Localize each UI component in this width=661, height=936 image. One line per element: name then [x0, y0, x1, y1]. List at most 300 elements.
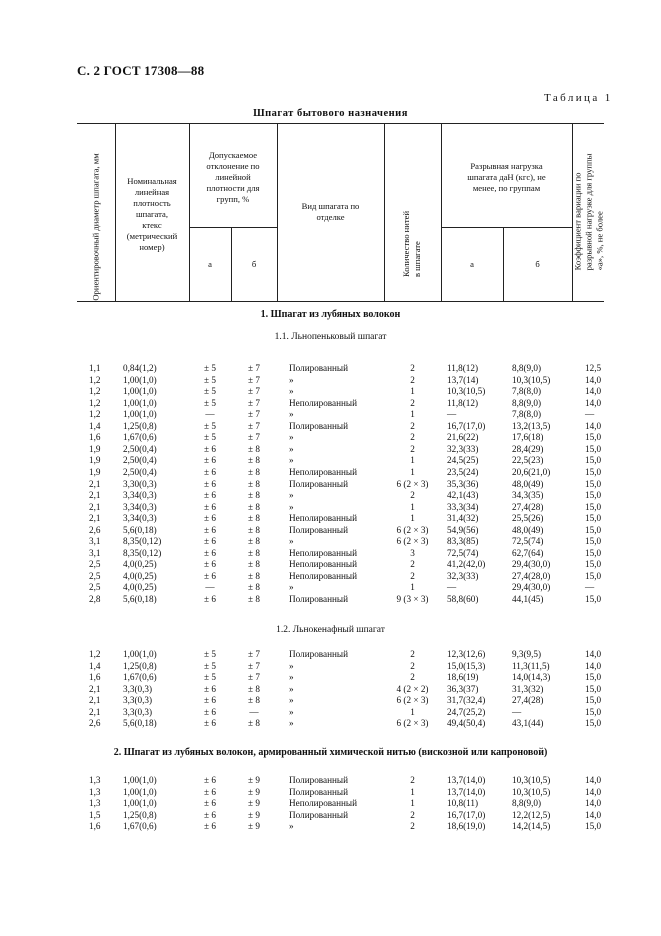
cell-deviation-b: ± 7 — [248, 409, 260, 420]
cell-load-a: 13,7(14,0) — [447, 775, 486, 785]
cell-coef: 15,0 — [585, 706, 602, 717]
cell-threads: 2 — [410, 490, 415, 501]
cell-threads: 2 — [410, 363, 415, 373]
cell-load-b: 48,0(49) — [512, 524, 544, 535]
cell-load-a: 21,6(22) — [447, 432, 479, 443]
table-row — [0, 695, 661, 706]
cell-diameter: 1,6 — [89, 672, 101, 683]
cell-load-b: 29,4(30,0) — [512, 559, 551, 570]
cell-threads: 1 — [410, 706, 415, 717]
cell-threads: 1 — [410, 409, 415, 420]
cell-diameter: 1,1 — [89, 363, 101, 373]
cell-density: 3,30(0,3) — [123, 478, 157, 489]
cell-coef: 14,0 — [585, 420, 602, 431]
cell-diameter: 2,6 — [89, 524, 101, 535]
table-row — [0, 479, 661, 490]
cell-kind: Полированный — [289, 775, 349, 785]
table-row — [0, 375, 661, 386]
cell-deviation-b: ± 8 — [248, 695, 260, 706]
cell-deviation-b: ± 8 — [248, 443, 260, 454]
cell-load-a: 18,6(19) — [447, 672, 479, 683]
header-kind: Вид шпагата по отделке — [301, 201, 360, 222]
cell-kind: » — [289, 683, 294, 694]
table-row — [0, 398, 661, 409]
cell-density: 2,50(0,4) — [123, 443, 157, 454]
cell-deviation-b: ± 8 — [248, 466, 260, 477]
table-row — [0, 649, 661, 660]
header-deviation: Допускаемое отклонение по линейной плотности для групп, % — [206, 150, 260, 204]
header-deviation-b: б — [251, 259, 257, 269]
table-row — [0, 559, 661, 570]
table-row — [0, 821, 661, 832]
page-header: С. 2 ГОСТ 17308—88 — [77, 63, 205, 78]
cell-load-a: 23,5(24) — [447, 466, 479, 477]
cell-density: 8,35(0,12) — [123, 536, 162, 547]
cell-load-b: 10,3(10,5) — [512, 374, 551, 385]
section-title: 2. Шпагат из лубяных волокон, армированный химической нитью (вискозной или капроновой) — [113, 747, 548, 758]
cell-density: 1,25(0,8) — [123, 660, 157, 671]
cell-density: 3,34(0,3) — [123, 490, 157, 501]
cell-diameter: 2,5 — [89, 570, 101, 581]
cell-coef: 15,0 — [585, 821, 602, 832]
section-title: 1. Шпагат из лубяных волокон — [260, 309, 401, 320]
cell-density: 2,50(0,4) — [123, 466, 157, 477]
cell-load-a: 11,8(12) — [447, 397, 479, 408]
cell-threads: 1 — [410, 455, 415, 466]
cell-load-b: 28,4(29) — [512, 443, 544, 454]
table-row — [0, 502, 661, 513]
cell-load-a: 31,4(32) — [447, 513, 479, 524]
cell-density: 1,25(0,8) — [123, 809, 157, 820]
cell-deviation-a: ± 6 — [204, 559, 216, 570]
cell-coef: 14,0 — [585, 386, 602, 397]
cell-load-b: 7,8(8,0) — [512, 386, 542, 397]
table-row — [0, 386, 661, 397]
cell-deviation-b: ± 9 — [248, 786, 260, 797]
cell-load-a: 10,3(10,5) — [447, 386, 486, 397]
cell-diameter: 1,3 — [89, 798, 101, 809]
cell-load-a: 49,4(50,4) — [447, 718, 486, 729]
cell-density: 1,00(1,0) — [123, 386, 157, 397]
cell-deviation-a: ± 6 — [204, 490, 216, 501]
cell-threads: 2 — [410, 374, 415, 385]
cell-coef: 15,0 — [585, 513, 602, 524]
cell-threads: 2 — [410, 809, 415, 820]
cell-deviation-a: — — [205, 409, 215, 420]
cell-threads: 2 — [410, 570, 415, 581]
table-row — [0, 536, 661, 547]
cell-diameter: 2,8 — [89, 594, 101, 604]
cell-deviation-a: ± 5 — [204, 649, 216, 659]
cell-diameter: 2,1 — [89, 683, 101, 694]
cell-load-a: 33,3(34) — [447, 501, 479, 512]
cell-load-b: 8,8(9,0) — [512, 363, 542, 373]
table-row — [0, 582, 661, 593]
table-row — [0, 775, 661, 786]
cell-coef: 15,0 — [585, 559, 602, 570]
table-row — [0, 455, 661, 466]
cell-load-b: 11,3(11,5) — [512, 660, 550, 671]
cell-load-b: 31,3(32) — [512, 683, 544, 694]
cell-coef: 15,0 — [585, 478, 602, 489]
cell-density: 1,67(0,6) — [123, 432, 157, 443]
cell-diameter: 1,2 — [89, 374, 101, 385]
cell-deviation-b: ± 7 — [248, 374, 260, 385]
cell-coef: 14,0 — [585, 660, 602, 671]
cell-load-a: 12,3(12,6) — [447, 649, 486, 659]
cell-threads: 2 — [410, 443, 415, 454]
cell-density: 4,0(0,25) — [123, 559, 157, 570]
cell-kind: » — [289, 821, 294, 832]
cell-diameter: 1,9 — [89, 443, 101, 454]
cell-deviation-a: ± 6 — [204, 683, 216, 694]
cell-coef: 15,0 — [585, 718, 602, 729]
cell-kind: Полированный — [289, 786, 349, 797]
cell-density: 3,34(0,3) — [123, 501, 157, 512]
cell-deviation-a: ± 6 — [204, 478, 216, 489]
cell-coef: 15,0 — [585, 455, 602, 466]
cell-density: 8,35(0,12) — [123, 547, 162, 558]
cell-load-b: 12,2(12,5) — [512, 809, 551, 820]
cell-deviation-b: ± 9 — [248, 809, 260, 820]
table-row — [0, 684, 661, 695]
table-row — [0, 571, 661, 582]
cell-deviation-b: ± 7 — [248, 660, 260, 671]
cell-diameter: 1,9 — [89, 455, 101, 466]
cell-load-b: 10,3(10,5) — [512, 786, 551, 797]
cell-kind: Полированный — [289, 420, 349, 431]
cell-density: 1,00(1,0) — [123, 786, 157, 797]
cell-load-b: 10,3(10,5) — [512, 775, 551, 785]
cell-deviation-a: ± 6 — [204, 513, 216, 524]
cell-kind: Неполированный — [289, 559, 358, 570]
cell-deviation-b: ± 9 — [248, 775, 260, 785]
cell-deviation-b: ± 7 — [248, 420, 260, 431]
cell-kind: » — [289, 455, 294, 466]
cell-deviation-b: ± 8 — [248, 718, 260, 729]
cell-load-a: 15,0(15,3) — [447, 660, 486, 671]
cell-density: 3,3(0,3) — [123, 706, 153, 717]
cell-threads: 2 — [410, 660, 415, 671]
cell-kind: Полированный — [289, 363, 349, 373]
cell-deviation-a: ± 6 — [204, 536, 216, 547]
cell-threads: 1 — [410, 513, 415, 524]
cell-coef: 15,0 — [585, 443, 602, 454]
table-row — [0, 363, 661, 374]
cell-deviation-a: ± 6 — [204, 547, 216, 558]
cell-coef: 14,0 — [585, 775, 602, 785]
cell-threads: 1 — [410, 798, 415, 809]
cell-load-b: 14,0(14,3) — [512, 672, 551, 683]
cell-threads: 2 — [410, 672, 415, 683]
cell-load-a: 72,5(74) — [447, 547, 479, 558]
cell-density: 4,0(0,25) — [123, 582, 157, 593]
cell-deviation-a: ± 6 — [204, 570, 216, 581]
cell-deviation-a: ± 6 — [204, 455, 216, 466]
table-row — [0, 707, 661, 718]
cell-coef: 14,0 — [585, 649, 602, 659]
cell-kind: Полированный — [289, 478, 349, 489]
cell-threads: 6 (2 × 3) — [396, 695, 429, 706]
cell-coef: 14,0 — [585, 798, 602, 809]
cell-load-b: 9,3(9,5) — [512, 649, 542, 659]
cell-deviation-a: ± 6 — [204, 775, 216, 785]
cell-load-b: 20,6(21,0) — [512, 466, 551, 477]
cell-coef: 12,5 — [585, 363, 602, 373]
cell-coef: 15,0 — [585, 594, 602, 604]
cell-density: 1,67(0,6) — [123, 672, 157, 683]
cell-threads: 2 — [410, 649, 415, 659]
cell-load-b: 34,3(35) — [512, 490, 544, 501]
cell-deviation-b: ± 8 — [248, 547, 260, 558]
cell-density: 5,6(0,18) — [123, 524, 157, 535]
header-load-b: б — [535, 259, 540, 269]
table-row — [0, 548, 661, 559]
cell-density: 5,6(0,18) — [123, 594, 157, 604]
cell-deviation-b: ± 8 — [248, 536, 260, 547]
cell-diameter: 1,2 — [89, 386, 101, 397]
cell-coef: 15,0 — [585, 536, 602, 547]
table-row — [0, 467, 661, 478]
cell-deviation-a: ± 6 — [204, 466, 216, 477]
cell-deviation-b: ± 8 — [248, 683, 260, 694]
cell-diameter: 1,3 — [89, 786, 101, 797]
cell-kind: » — [289, 672, 294, 683]
cell-load-a: 13,7(14,0) — [447, 786, 486, 797]
cell-threads: 2 — [410, 821, 415, 832]
cell-load-b: 14,2(14,5) — [512, 821, 551, 832]
cell-deviation-a: — — [205, 582, 215, 593]
cell-kind: Неполированный — [289, 570, 358, 581]
table-row — [0, 661, 661, 672]
cell-threads: 2 — [410, 420, 415, 431]
table-row — [0, 798, 661, 809]
cell-deviation-a: ± 6 — [204, 501, 216, 512]
cell-deviation-a: ± 6 — [204, 718, 216, 729]
header-load: Разрывная нагрузка шпагата даН (кгс), не менее, по группам — [467, 161, 546, 193]
cell-kind: » — [289, 501, 294, 512]
cell-threads: 1 — [410, 466, 415, 477]
cell-density: 1,00(1,0) — [123, 409, 157, 420]
table-row — [0, 490, 661, 501]
cell-load-a: 24,7(25,2) — [447, 706, 486, 717]
cell-coef: 15,0 — [585, 547, 602, 558]
cell-threads: 6 (2 × 3) — [396, 718, 429, 729]
cell-load-a: — — [447, 409, 457, 420]
header-threads: Количество нитей в шпагате — [401, 210, 422, 278]
cell-threads: 3 — [410, 547, 415, 558]
cell-kind: Неполированный — [289, 466, 358, 477]
cell-diameter: 1,5 — [89, 809, 101, 820]
cell-load-b: 72,5(74) — [512, 536, 544, 547]
table-row — [0, 513, 661, 524]
cell-threads: 6 (2 × 3) — [396, 478, 429, 489]
cell-threads: 2 — [410, 559, 415, 570]
cell-load-b: 62,7(64) — [512, 547, 544, 558]
cell-load-b: 7,8(8,0) — [512, 409, 542, 420]
cell-deviation-a: ± 6 — [204, 821, 216, 832]
cell-deviation-b: ± 8 — [248, 582, 260, 593]
cell-deviation-b: ± 8 — [248, 478, 260, 489]
cell-load-b: 44,1(45) — [512, 594, 544, 604]
cell-deviation-b: ± 8 — [248, 490, 260, 501]
cell-load-a: 41,2(42,0) — [447, 559, 486, 570]
cell-deviation-a: ± 6 — [204, 706, 216, 717]
cell-kind: Неполированный — [289, 397, 358, 408]
cell-diameter: 3,1 — [89, 536, 101, 547]
cell-deviation-b: ± 7 — [248, 432, 260, 443]
cell-threads: 1 — [410, 501, 415, 512]
cell-kind: » — [289, 718, 294, 729]
cell-load-a: 16,7(17,0) — [447, 420, 486, 431]
cell-density: 1,00(1,0) — [123, 649, 157, 659]
table-row — [0, 787, 661, 798]
cell-deviation-a: ± 5 — [204, 397, 216, 408]
cell-diameter: 1,2 — [89, 649, 101, 659]
cell-diameter: 2,5 — [89, 582, 101, 593]
cell-deviation-b: ± 7 — [248, 672, 260, 683]
cell-kind: » — [289, 386, 294, 397]
cell-coef: 15,0 — [585, 683, 602, 694]
cell-deviation-b: ± 8 — [248, 513, 260, 524]
cell-coef: 15,0 — [585, 672, 602, 683]
cell-deviation-b: ± 8 — [248, 455, 260, 466]
cell-load-a: 10,8(11) — [447, 798, 479, 809]
cell-kind: » — [289, 582, 294, 593]
cell-deviation-b: ± 9 — [248, 798, 260, 809]
cell-density: 0,84(1,2) — [123, 363, 157, 373]
cell-density: 5,6(0,18) — [123, 718, 157, 729]
cell-deviation-a: ± 6 — [204, 443, 216, 454]
cell-load-a: 35,3(36) — [447, 478, 479, 489]
cell-coef: 15,0 — [585, 490, 602, 501]
table-row — [0, 444, 661, 455]
header-density: Номинальная линейная плотность шпагата, ктекс (метрический номер) — [126, 176, 178, 252]
cell-kind: » — [289, 432, 294, 443]
table-row — [0, 718, 661, 729]
cell-diameter: 2,1 — [89, 501, 101, 512]
cell-load-a: 24,5(25) — [447, 455, 479, 466]
cell-diameter: 2,1 — [89, 478, 101, 489]
cell-threads: 6 (2 × 3) — [396, 524, 429, 535]
cell-kind: » — [289, 443, 294, 454]
cell-diameter: 1,2 — [89, 409, 101, 420]
cell-deviation-a: ± 5 — [204, 672, 216, 683]
cell-kind: Полированный — [289, 649, 349, 659]
cell-kind: Неполированный — [289, 798, 358, 809]
cell-coef: 15,0 — [585, 466, 602, 477]
cell-threads: 1 — [410, 786, 415, 797]
cell-coef: 14,0 — [585, 809, 602, 820]
cell-load-a: 54,9(56) — [447, 524, 479, 535]
cell-density: 1,67(0,6) — [123, 821, 157, 832]
cell-load-a: 36,3(37) — [447, 683, 479, 694]
cell-load-b: 25,5(26) — [512, 513, 544, 524]
cell-load-b: 13,2(13,5) — [512, 420, 551, 431]
cell-diameter: 2,1 — [89, 706, 101, 717]
cell-load-a: 16,7(17,0) — [447, 809, 486, 820]
cell-diameter: 2,6 — [89, 718, 101, 729]
table-row — [0, 432, 661, 443]
cell-deviation-a: ± 6 — [204, 786, 216, 797]
cell-load-a: 58,8(60) — [447, 594, 479, 604]
cell-load-a: 32,3(33) — [447, 443, 479, 454]
cell-threads: 2 — [410, 397, 415, 408]
cell-density: 1,00(1,0) — [123, 775, 157, 785]
cell-kind: Неполированный — [289, 547, 358, 558]
cell-kind: » — [289, 660, 294, 671]
header-diameter: Ориентировочный диаметр шпагата, мм — [90, 153, 101, 301]
cell-diameter: 1,9 — [89, 466, 101, 477]
cell-threads: 9 (3 × 3) — [396, 594, 429, 604]
cell-deviation-b: — — [249, 706, 259, 717]
table-label: Таблица 1 — [544, 92, 613, 104]
cell-deviation-a: ± 6 — [204, 524, 216, 535]
cell-deviation-b: ± 7 — [248, 649, 260, 659]
cell-coef: 14,0 — [585, 374, 602, 385]
cell-density: 3,3(0,3) — [123, 683, 153, 694]
header-load-a: а — [470, 259, 474, 269]
cell-deviation-a: ± 6 — [204, 695, 216, 706]
cell-deviation-a: ± 6 — [204, 594, 216, 604]
cell-kind: » — [289, 536, 294, 547]
cell-deviation-b: ± 8 — [248, 524, 260, 535]
table-row — [0, 810, 661, 821]
cell-coef: 15,0 — [585, 524, 602, 535]
cell-load-a: 13,7(14) — [447, 374, 479, 385]
cell-density: 1,00(1,0) — [123, 397, 157, 408]
cell-load-b: 22,5(23) — [512, 455, 544, 466]
cell-coef: 15,0 — [585, 501, 602, 512]
table-title: Шпагат бытового назначения — [253, 108, 408, 119]
cell-deviation-b: ± 7 — [248, 397, 260, 408]
cell-diameter: 2,1 — [89, 513, 101, 524]
cell-density: 2,50(0,4) — [123, 455, 157, 466]
cell-diameter: 1,6 — [89, 432, 101, 443]
cell-deviation-b: ± 8 — [248, 501, 260, 512]
section-title: 1.1. Льнопеньковый шпагат — [274, 332, 387, 342]
cell-diameter: 1,2 — [89, 397, 101, 408]
cell-kind: Полированный — [289, 524, 349, 535]
cell-coef: 14,0 — [585, 397, 602, 408]
cell-load-a: 32,3(33) — [447, 570, 479, 581]
cell-coef: — — [585, 582, 595, 593]
cell-threads: 2 — [410, 775, 415, 785]
cell-deviation-b: ± 8 — [248, 559, 260, 570]
cell-kind: Неполированный — [289, 513, 358, 524]
cell-coef: 15,0 — [585, 570, 602, 581]
table-row — [0, 672, 661, 683]
cell-density: 3,3(0,3) — [123, 695, 153, 706]
cell-load-a: 83,3(85) — [447, 536, 479, 547]
table-row — [0, 525, 661, 536]
table-row — [0, 409, 661, 420]
cell-load-b: 8,8(9,0) — [512, 798, 542, 809]
cell-diameter: 2,5 — [89, 559, 101, 570]
cell-load-b: 27,4(28,0) — [512, 570, 551, 581]
cell-deviation-a: ± 5 — [204, 363, 216, 373]
cell-diameter: 1,4 — [89, 420, 101, 431]
cell-load-b: 29,4(30,0) — [512, 582, 551, 593]
cell-deviation-a: ± 5 — [204, 386, 216, 397]
cell-coef: 15,0 — [585, 695, 602, 706]
cell-density: 1,25(0,8) — [123, 420, 157, 431]
cell-coef: 15,0 — [585, 432, 602, 443]
cell-diameter: 2,1 — [89, 490, 101, 501]
cell-load-a: 11,8(12) — [447, 363, 479, 373]
cell-kind: » — [289, 706, 294, 717]
cell-load-b: 8,8(9,0) — [512, 397, 542, 408]
